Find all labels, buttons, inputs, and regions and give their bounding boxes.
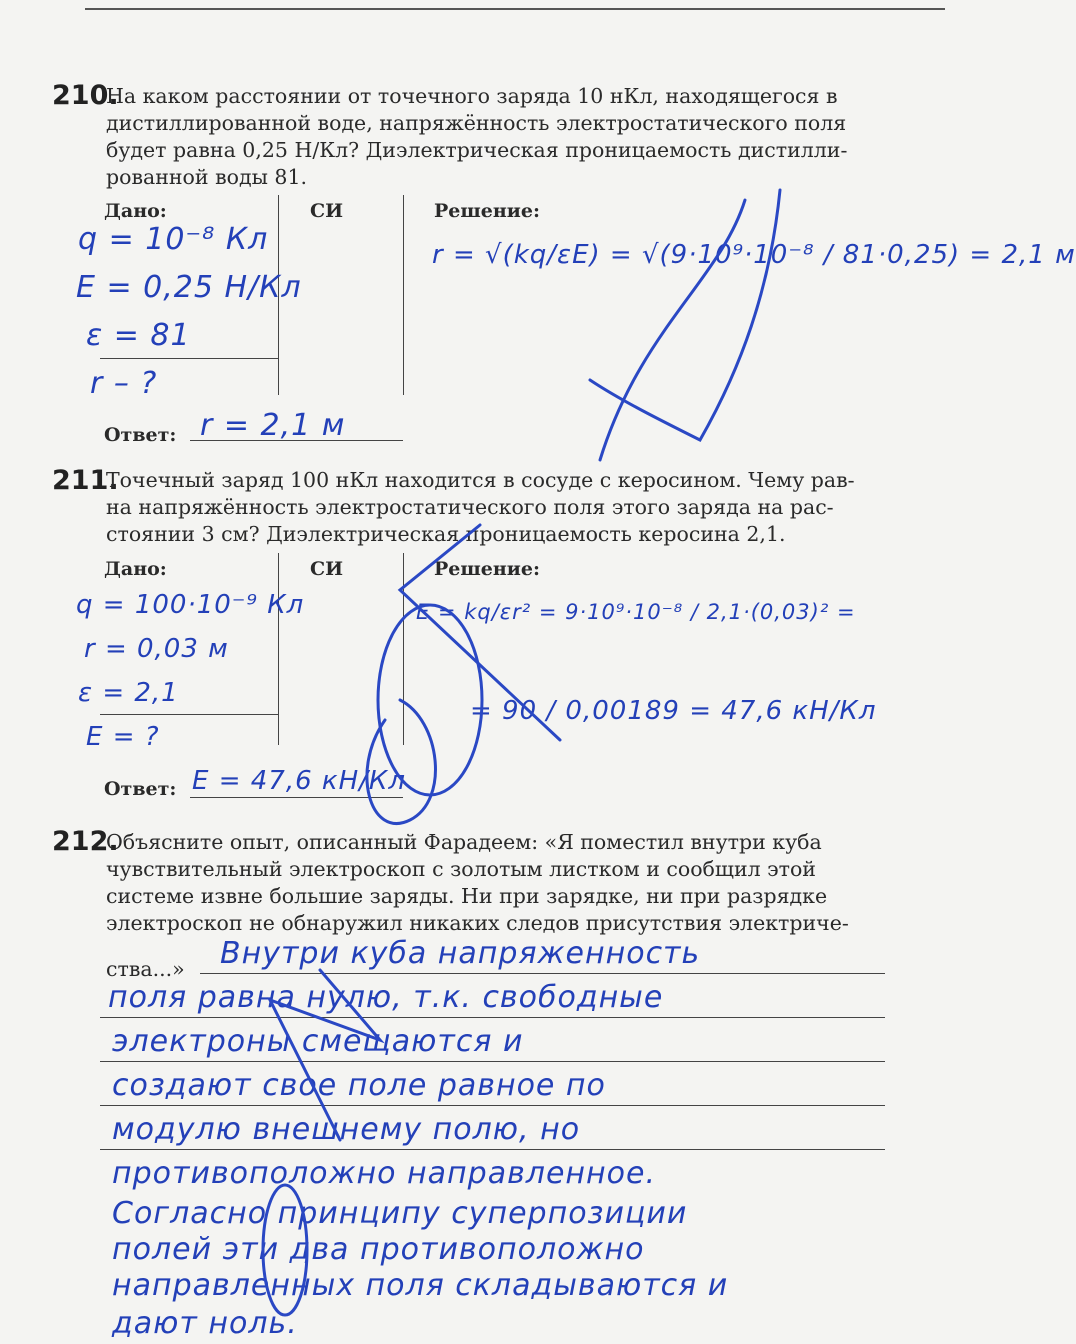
problem-211-answer-label: Ответ: — [104, 778, 177, 800]
problem-210-answer-label: Ответ: — [104, 424, 177, 446]
problem-212-line-3: системе извне большие заряды. Ни при зарядке, ни при разрядке — [106, 884, 828, 908]
problem-210-solution-label: Решение: — [434, 200, 540, 222]
scribble-arc-1 — [600, 200, 745, 460]
answer-rule-4 — [100, 1105, 885, 1106]
problem-210-solution-formula: r = √(kq/εE) = √(9·10⁹·10⁻⁸ / 81·0,25) = 2,1 м — [432, 240, 1076, 270]
problem-211-solution-label: Решение: — [434, 558, 540, 580]
problem-210-text — [106, 83, 890, 191]
problem-211-solution-line-2: = 90 / 0,00189 = 47,6 кН/Кл — [470, 696, 877, 726]
problem-210-given-q: q = 10⁻⁸ Кл — [78, 222, 269, 257]
problem-211-given-r: r = 0,03 м — [84, 634, 229, 664]
problem-212-answer-line-1: Внутри куба напряженность — [220, 936, 701, 971]
problem-210-given-e: E = 0,25 Н/Кл — [76, 270, 302, 305]
top-rule — [85, 8, 945, 10]
problem-211-given-label: Дано: — [104, 558, 167, 580]
problem-210-divider-2 — [403, 195, 404, 395]
problem-211-line-2: на напряжённость электростатического поля этого заряда на рас- — [106, 495, 834, 519]
scribble-loop — [367, 700, 436, 824]
problem-210-given-r: r – ? — [90, 366, 158, 401]
answer-rule-2 — [100, 1017, 885, 1018]
problem-211-line-3: стоянии 3 см? Диэлектрическая проницаемость керосина 2,1. — [106, 522, 786, 546]
problem-211-given-q: q = 100·10⁻⁹ Кл — [76, 590, 305, 620]
problem-212-line-5: ства...» — [106, 957, 185, 981]
problem-212-answer-line-4: создают свое поле равное по — [112, 1068, 606, 1103]
problem-211-divider-1 — [278, 553, 279, 745]
problem-212-answer-line-2: поля равна нулю, т.к. свободные — [108, 980, 664, 1015]
problem-211-given-e: E = ? — [86, 722, 160, 752]
problem-210-given-label: Дано: — [104, 200, 167, 222]
problem-210-answer: r = 2,1 м — [200, 408, 346, 443]
problem-211-line-1: Точечный заряд 100 нКл находится в сосуде с керосином. Чему рав- — [106, 468, 855, 492]
problem-210-line-2: дистиллированной воде, напряжённость электростатического поля — [106, 111, 847, 135]
problem-212-line-2: чувствительный электроскоп с золотым листком и сообщил этой — [106, 857, 816, 881]
problem-210-si-label: СИ — [310, 200, 344, 222]
problem-210-line-4: рованной воды 81. — [106, 165, 308, 189]
problem-210-number: 210. — [52, 80, 119, 111]
problem-212-answer-line-3: электроны смещаются и — [112, 1024, 524, 1059]
answer-rule-5 — [100, 1149, 885, 1150]
problem-210-line-3: будет равна 0,25 Н/Кл? Диэлектрическая проницаемость дистилли- — [106, 138, 848, 162]
answer-rule-3 — [100, 1061, 885, 1062]
problem-211-number: 211. — [52, 465, 119, 496]
problem-211-answer: E = 47,6 кН/Кл — [192, 766, 406, 796]
problem-211-solution-line-1: E = kq/εr² = 9·10⁹·10⁻⁸ / 2,1·(0,03)² = — [416, 600, 856, 624]
problem-212-answer-line-6: противоположно направленное. — [112, 1156, 656, 1191]
problem-212-line-4: электроскоп не обнаружил никаких следов присутствия электриче- — [106, 911, 849, 935]
problem-212-line-1: Объясните опыт, описанный Фарадеем: «Я поместил внутри куба — [106, 830, 822, 854]
answer-rule-1 — [200, 973, 885, 974]
scribble-arc-2 — [590, 190, 780, 440]
problem-210-given-rule — [100, 358, 278, 359]
problem-211-answer-rule — [190, 797, 403, 798]
problem-211-given-eps: ε = 2,1 — [78, 678, 179, 708]
problem-212-answer-line-10: дают ноль. — [112, 1306, 298, 1341]
problem-212-answer-line-5: модулю внешнему полю, но — [112, 1112, 581, 1147]
problem-211-divider-2 — [403, 553, 404, 745]
problem-212-answer-line-8: полей эти два противоположно — [112, 1232, 645, 1267]
problem-211-si-label: СИ — [310, 558, 344, 580]
problem-210-line-1: На каком расстоянии от точечного заряда 10 нКл, находящегося в — [106, 84, 838, 108]
problem-212-number: 212. — [52, 826, 119, 857]
problem-212-answer-line-9: направленных поля складываются и — [112, 1268, 729, 1303]
problem-211-given-rule — [100, 714, 278, 715]
problem-210-given-eps: ε = 81 — [86, 318, 191, 353]
problem-212-answer-line-7: Согласно принципу суперпозиции — [112, 1196, 688, 1231]
problem-212-text — [106, 829, 890, 937]
problem-211-text — [106, 467, 890, 548]
